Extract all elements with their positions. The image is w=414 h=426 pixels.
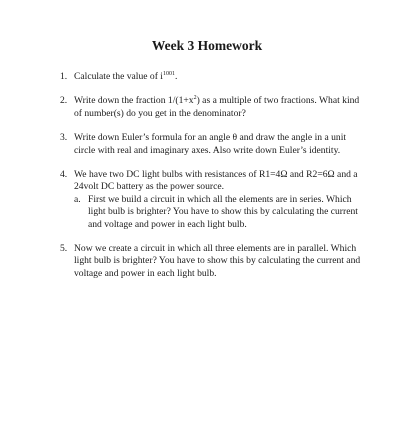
question-number: 3. <box>60 132 68 144</box>
question-text: Calculate the value of $i^{1001}$. <box>74 71 178 82</box>
question-number: 4. <box>60 169 68 181</box>
page-title: Week 3 Homework <box>151 38 263 53</box>
question-text: Write down the fraction $1/(1+x^2)$ as a multiple of two fractions. What kind of number(s) do you get in the denominator? <box>74 95 360 119</box>
exponent: 1001 <box>162 71 175 77</box>
exponent: 2 <box>193 95 197 102</box>
question-2 <box>60 95 365 120</box>
question-5 <box>60 243 365 280</box>
question-number: 5. <box>60 243 68 255</box>
question-text: Now we create a circuit in which all three elements are in parallel. Which light bulb is brighter? You have to show this by calculating the current and voltage and power in each light bulb. <box>74 243 361 279</box>
question-4 <box>60 169 365 231</box>
subquestion-label: a. <box>74 193 81 205</box>
question-1 <box>60 71 365 83</box>
question-3 <box>60 132 365 157</box>
question-number: 2. <box>60 95 68 107</box>
subquestion-a <box>74 194 365 231</box>
question-number: 1. <box>60 71 68 82</box>
subquestion-text: First we build a circuit in which all the elements are in series. Which light bulb is brighter? You have to show this by calculating the current and voltage and power in each light bulb. <box>88 193 358 230</box>
subquestion-list <box>74 194 365 231</box>
question-text: We have two DC light bulbs with resistances of R1=4Ω and R2=6Ω and a 24volt DC battery as the power source. <box>74 169 358 193</box>
question-list <box>60 71 365 292</box>
question-text: Write down Euler’s formula for an angle θ and draw the angle in a unit circle with real and imaginary axes. Also write down Euler’s identity. <box>74 132 347 156</box>
